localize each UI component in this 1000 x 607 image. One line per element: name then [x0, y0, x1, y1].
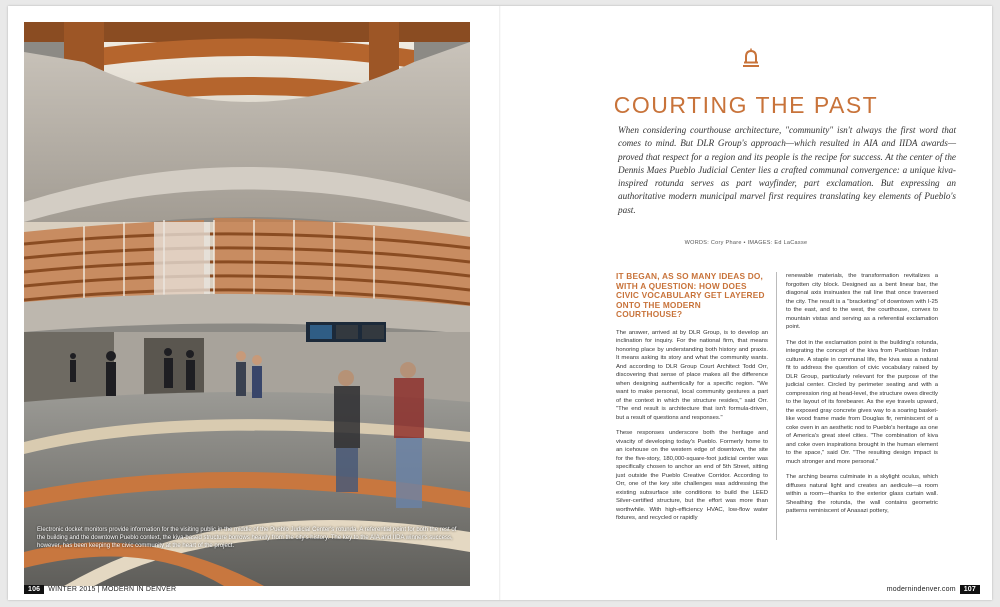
magazine-spread	[8, 6, 992, 600]
body-paragraph: The arching beams culminate in a skylight oculus, which diffuses natural light and creates an aedicule—a room within a room—thanks to the exterior glass curtain wall. Sheathing the rotunda, the wall contains geometric patterns reminiscent of Anasazi pottery,	[786, 474, 938, 514]
article-title: COURTING THE PAST	[613, 92, 879, 118]
rotunda-photo-illustration	[24, 22, 470, 586]
photo-caption: Electronic docket monitors provide information for the visiting public in the middle of the Pueblo Judicial Center's rotunda. A referential point for both the rest of the building and the downtown Pueblo context, the kiva-based structure borrows heavily from the city's history. The key to the AIA and IIDA winner's success, however, has been keeping the civic community at the heart of the project.	[37, 527, 457, 549]
body-paragraph: The dot in the exclamation point is the building's rotunda, integrating the concept of the kiva from Puebloan Indian culture. A staple in communal life, the kiva was a natural fit to address the question of civic vocabulary raised by DLR Group, particularly relevant for the purpose of the judicial center. Circled by perimeter seating and with a compression ring at head-level, the structure owes directly to the layout of its forebearer. As the eye travels upward, the exposed gray concrete gives way to a soaring basket-like wood frame made from Douglas fir, reminiscent of a coke oven in an aesthetic nod to Pueblo's heritage as one of America's great steel cities. "The combination of kiva and coke oven inspirations brought in the human element to the space," said Orr. "The resulting design impact is much stronger and more personal."	[786, 339, 938, 465]
lede-question: IT BEGAN, AS SO MANY IDEAS DO, WITH A QUESTION: HOW DOES CIVIC VOCABULARY GET LAYERED ONTO THE MODERN COURTHOUSE?	[616, 271, 765, 319]
left-page-number: 106	[24, 585, 44, 594]
left-page	[8, 6, 500, 600]
rotunda-photo	[24, 22, 470, 586]
right-folio-url: modernindenver.com	[886, 586, 956, 593]
right-folio	[887, 585, 980, 594]
bell-icon	[742, 48, 760, 68]
article-credit: WORDS: Cory Phare • IMAGES: Ed LaCasse	[684, 240, 808, 246]
article-deck: When considering courthouse architecture, "community" isn't always the first word that comes to mind. But DLR Group's approach—which resulted in AIA and IIDA awards—proved that respect for a region and its people is the recipe for success. At the center of the Dennis Maes Pueblo Judicial Center lies a crafted communal convergence: a unique kiva-inspired rotunda serves as part wayfinder, part exclamation. But expressing an authoritative modern municipal marvel first requires translating key elements of Pueblo's past.	[618, 125, 956, 215]
body-paragraph: These responses underscore both the heritage and vivacity of developing today's Pueblo. Formerly home to an icehouse on the western edge of downtown, the site for the five-story, 180,000-square-foot judicial center was specifically chosen to anchor an end of 5th Street, sitting just outside the Pueblo Creative Corridor. According to Orr, one of the key site challenges was addressing the existing subsurface site conditions to build the LEED Silver-certified structure, but the effort was more than worthwhile. With high-efficiency HVAC, low-flow water fixtures, and recycled or rapidly	[616, 430, 768, 521]
left-folio-text: WINTER 2015 | MODERN IN DENVER	[48, 586, 177, 593]
right-page	[500, 6, 992, 600]
body-column-2	[786, 272, 938, 523]
body-paragraph: The answer, arrived at by DLR Group, is to develop an inclination for inquiry. For the national firm, that means honoring place by understanding both history and praxis. It means asking its story and what the community wants. And according to DLR Group Court Architect Todd Orr, discovering that sense of place makes all the difference when designing authentically for a specific region. "We want to make personal, local community gestures a part of the context in which the structure resides," said Orr. "The end result is architecture that isn't formula-driven, but a result of questions and responses."	[616, 329, 768, 421]
left-folio	[24, 585, 176, 594]
body-paragraph: renewable materials, the transformation revitalizes a forgotten city block. Designed as a bent linear bar, the diagonal axis insinuates the rail line that once traversed the city. The result is a "bracketing" of downtown with I-25 to the east, and to the west, the courthouse, convex to mountain vistas and serving as a referential exclamation point.	[786, 273, 938, 330]
right-page-number: 107	[960, 585, 980, 594]
body-column-1	[616, 272, 768, 530]
column-rule	[776, 272, 777, 540]
